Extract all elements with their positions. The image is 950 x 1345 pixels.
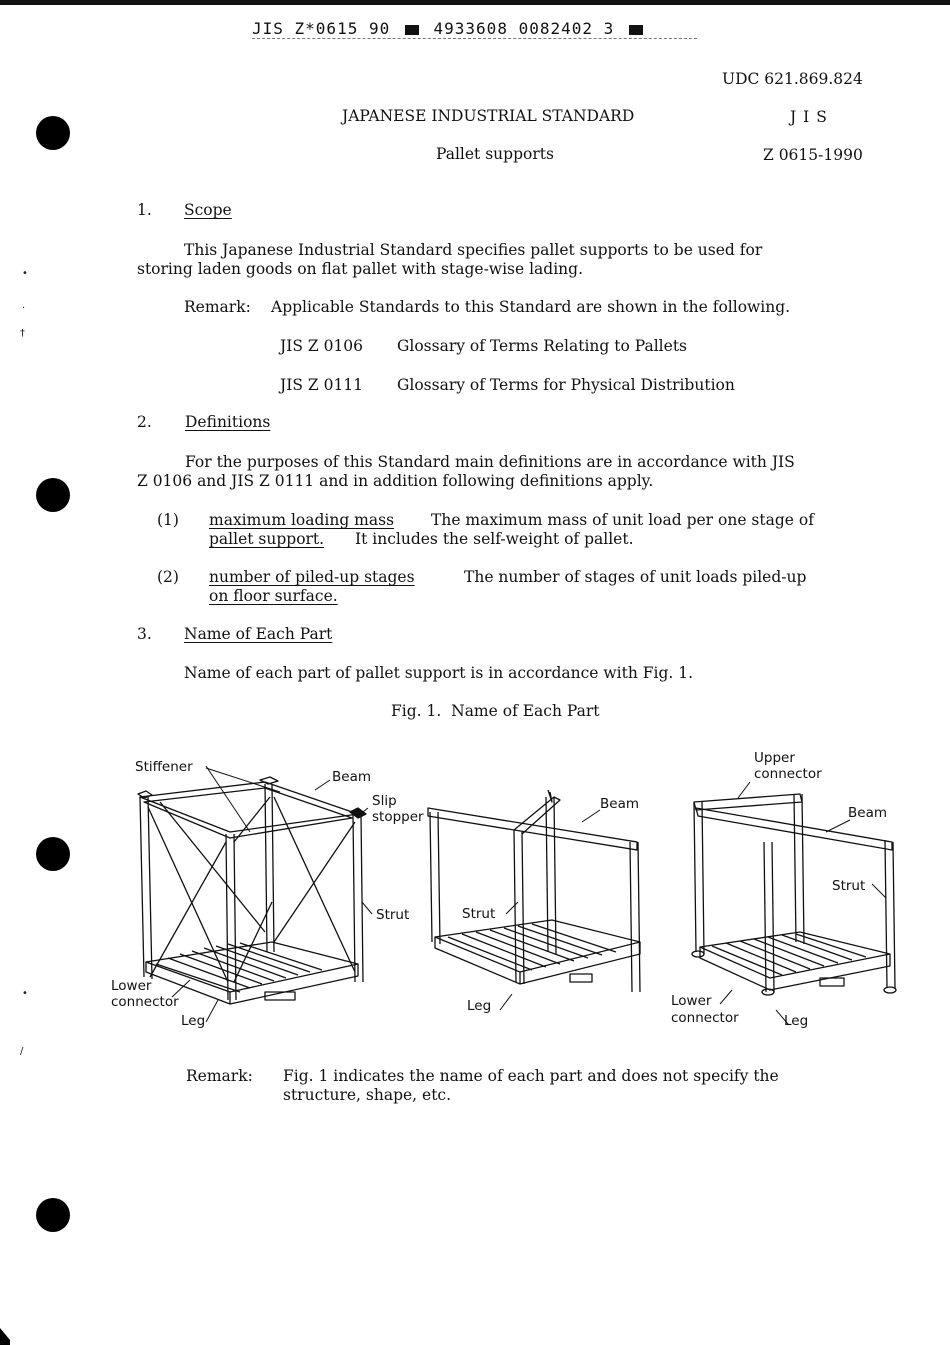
label-stopper: stopper <box>372 809 424 825</box>
figure-remark-line1: Fig. 1 indicates the name of each part and does not specify the <box>283 1067 779 1085</box>
label-stiffener: Stiffener <box>135 759 193 775</box>
section-1-remark-label: Remark: <box>184 298 251 316</box>
scan-speck: † <box>20 328 25 339</box>
label-beam-1: Beam <box>332 769 371 785</box>
figure-1-drawing <box>100 742 900 1042</box>
header-divider <box>252 38 697 40</box>
section-2-heading: Definitions <box>185 413 271 431</box>
reference-title: Glossary of Terms Relating to Pallets <box>397 337 687 355</box>
label-lower-1: Lower <box>111 978 152 994</box>
definition-text: It includes the self-weight of pallet. <box>355 530 634 548</box>
definition-term: number of piled-up stages <box>209 568 415 586</box>
definition-term-continuation: on floor surface. <box>209 587 338 605</box>
label-connector-1: connector <box>111 994 179 1010</box>
section-1-number: 1. <box>137 201 152 219</box>
section-2-number: 2. <box>137 413 152 431</box>
jis-mark: J I S <box>790 108 828 126</box>
punch-hole <box>36 116 70 150</box>
definition-text: The number of stages of unit loads piled-up <box>464 568 807 586</box>
label-connector-3: connector <box>671 1010 739 1026</box>
label-lower-3: Lower <box>671 993 712 1009</box>
figure-remark-line2: structure, shape, etc. <box>283 1086 452 1104</box>
label-beam-3: Beam <box>848 805 887 821</box>
section-1-remark-text: Applicable Standards to this Standard are shown in the following. <box>271 298 791 316</box>
standard-name: JAPANESE INDUSTRIAL STANDARD <box>342 107 635 125</box>
figure-remark-label: Remark: <box>186 1067 253 1085</box>
label-upper-connector: connector <box>754 766 822 782</box>
section-1-paragraph-line2: storing laden goods on flat pallet with stage-wise lading. <box>137 260 583 278</box>
label-strut-1: Strut <box>376 907 410 923</box>
section-2-paragraph-line1: For the purposes of this Standard main definitions are in accordance with JIS <box>185 453 795 471</box>
pallet-support-2 <box>428 790 640 992</box>
top-scan-rule <box>0 0 950 5</box>
definition-number: (2) <box>157 568 179 586</box>
label-upper: Upper <box>754 750 795 766</box>
reference-title: Glossary of Terms for Physical Distribution <box>397 376 735 394</box>
definition-text: The maximum mass of unit load per one stage of <box>431 511 814 529</box>
label-beam-2: Beam <box>600 796 639 812</box>
section-3-number: 3. <box>137 625 152 643</box>
reference-code: JIS Z 0106 <box>280 337 364 355</box>
section-3-paragraph: Name of each part of pallet support is in accordance with Fig. 1. <box>184 664 694 682</box>
leader-lines <box>172 766 886 1024</box>
reference-code: JIS Z 0111 <box>280 376 364 394</box>
scan-speck: · <box>22 303 26 314</box>
pallet-support-1 <box>138 777 366 1004</box>
figure-1 <box>100 742 900 1042</box>
header-code-right: 4933608 0082402 3 <box>433 19 615 38</box>
scan-speck: • <box>22 988 28 999</box>
label-slip: Slip <box>372 793 397 809</box>
label-leg-3: Leg <box>784 1013 809 1029</box>
section-1-paragraph-line1: This Japanese Industrial Standard specifies pallet supports to be used for <box>184 241 763 259</box>
standard-designation: Z 0615-1990 <box>763 146 863 164</box>
punch-hole <box>36 478 70 512</box>
label-leg-2: Leg <box>467 998 492 1014</box>
definition-term: maximum loading mass <box>209 511 395 529</box>
figure-caption: Fig. 1. Name of Each Part <box>391 702 600 720</box>
page-title: Pallet supports <box>436 145 554 163</box>
definition-number: (1) <box>157 511 179 529</box>
punch-hole <box>36 837 70 871</box>
scan-speck: • <box>22 268 28 279</box>
corner-mark <box>0 1328 12 1345</box>
definition-term-continuation: pallet support. <box>209 530 325 548</box>
label-leg-1: Leg <box>181 1013 206 1029</box>
section-2-paragraph-line2: Z 0106 and JIS Z 0111 and in addition following definitions apply. <box>137 472 654 490</box>
section-1-heading: Scope <box>184 201 232 219</box>
redaction-block <box>629 25 643 35</box>
header-code-left: JIS Z*0615 90 <box>252 19 391 38</box>
redaction-block <box>405 25 419 35</box>
header-code <box>252 19 647 38</box>
scan-speck: / <box>20 1046 24 1057</box>
section-3-heading: Name of Each Part <box>184 625 333 643</box>
label-strut-2: Strut <box>462 906 496 922</box>
label-strut-3: Strut <box>832 878 866 894</box>
pallet-support-3 <box>692 794 896 995</box>
udc-number: UDC 621.869.824 <box>722 70 863 88</box>
punch-hole <box>36 1198 70 1232</box>
